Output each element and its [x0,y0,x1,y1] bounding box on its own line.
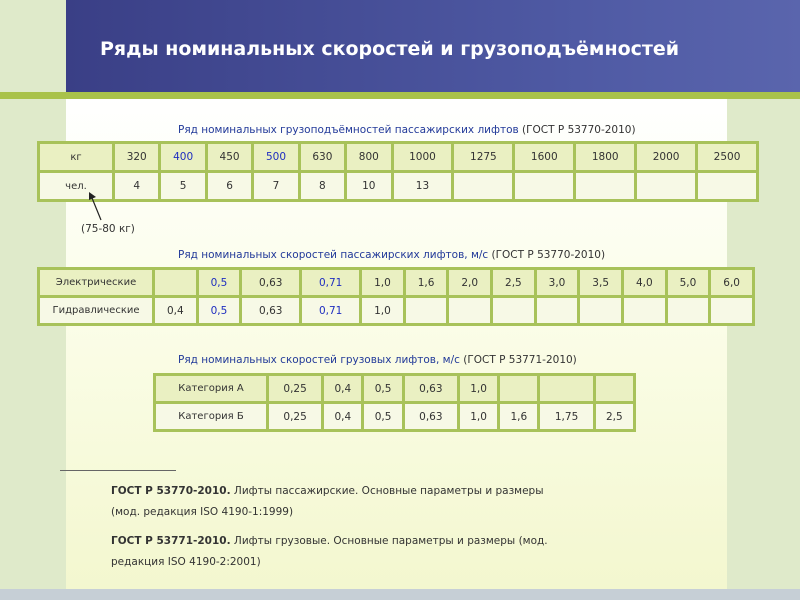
value-cell: 1600 [515,144,573,170]
value-cell: 1,75 [540,404,592,429]
value-cell: 0,5 [364,376,401,401]
value-cell: 1,0 [460,376,497,401]
load-capacity-table [37,141,759,202]
value-cell: 320 [115,144,158,170]
value-cell [454,173,512,199]
value-cell: 2500 [698,144,756,170]
section2-caption-text: Ряд номинальных скоростей пассажирских лифтов, м/с [178,249,489,261]
reference-1 [111,481,551,523]
value-cell: 5 [161,173,204,199]
value-cell: 13 [394,173,452,199]
value-cell: 8 [301,173,344,199]
freight-row-a [156,376,633,401]
speed-row-hydraulic [40,298,752,323]
reference-2 [111,531,551,573]
passenger-speed-table [37,267,755,326]
section1-gost: (ГОСТ Р 53770-2010) [522,124,636,136]
value-cell [624,298,665,323]
value-cell: 6,0 [711,270,752,295]
load-row-kg [40,144,756,170]
value-cell: 400 [161,144,204,170]
value-cell: 0,63 [405,376,457,401]
value-cell: 630 [301,144,344,170]
row-label-cell: кг [40,144,112,170]
speed-row-electric [40,270,752,295]
value-cell: 7 [254,173,297,199]
value-cell: 0,5 [199,270,240,295]
value-cell: 0,71 [302,298,359,323]
value-cell: 4 [115,173,158,199]
value-cell [537,298,578,323]
row-label-cell: Электрические [40,270,152,295]
slide-title: Ряды номинальных скоростей и грузоподъёмностей [100,38,680,60]
value-cell [515,173,573,199]
value-cell: 2,5 [596,404,633,429]
value-cell [155,270,196,295]
value-cell: 2,0 [449,270,490,295]
value-cell: 1,0 [460,404,497,429]
row-label-cell: Гидравлические [40,298,152,323]
section3-gost: (ГОСТ Р 53771-2010) [463,354,577,366]
value-cell: 0,25 [269,404,321,429]
value-cell: 3,5 [580,270,621,295]
person-weight-note: (75-80 кг) [81,223,135,235]
load-row-persons [40,173,756,199]
value-cell: 1,0 [362,298,403,323]
value-cell: 450 [208,144,251,170]
value-cell: 0,63 [242,298,299,323]
value-cell: 2000 [637,144,695,170]
value-cell [493,298,534,323]
reference-2-text: Лифты грузовые. Основные параметры и размеры (мод. редакция ISO 4190-2:2001) [111,535,548,568]
freight-row-b [156,404,633,429]
row-label-cell: чел. [40,173,112,199]
value-cell [406,298,447,323]
reference-2-code: ГОСТ Р 53771-2010. [111,535,231,547]
value-cell [711,298,752,323]
value-cell: 1275 [454,144,512,170]
value-cell [596,376,633,401]
value-cell: 10 [347,173,390,199]
value-cell: 6 [208,173,251,199]
row-label-cell: Категория А [156,376,266,401]
value-cell: 1,6 [500,404,537,429]
section2-caption [178,249,605,261]
arrow-up-icon [85,190,105,222]
value-cell: 2,5 [493,270,534,295]
value-cell: 1,0 [362,270,403,295]
value-cell: 500 [254,144,297,170]
footnote-divider [60,470,176,471]
value-cell: 0,5 [199,298,240,323]
bottom-bar [0,589,800,600]
value-cell: 0,25 [269,376,321,401]
value-cell: 1,6 [406,270,447,295]
reference-1-text: Лифты пассажирские. Основные параметры и размеры (мод. редакция ISO 4190-1:1999) [111,485,544,518]
value-cell [540,376,592,401]
value-cell: 3,0 [537,270,578,295]
value-cell: 0,5 [364,404,401,429]
value-cell: 4,0 [624,270,665,295]
value-cell [580,298,621,323]
value-cell: 0,4 [324,404,361,429]
section1-caption-text: Ряд номинальных грузоподъёмностей пассажирских лифтов [178,124,519,136]
accent-line [0,92,800,99]
row-label-cell: Категория Б [156,404,266,429]
value-cell: 0,63 [242,270,299,295]
section3-caption [178,354,577,366]
section2-gost: (ГОСТ Р 53770-2010) [491,249,606,261]
value-cell: 0,71 [302,270,359,295]
freight-speed-table [153,373,636,432]
value-cell [698,173,756,199]
value-cell [637,173,695,199]
value-cell [576,173,634,199]
value-cell: 1000 [394,144,452,170]
reference-1-code: ГОСТ Р 53770-2010. [111,485,231,497]
value-cell: 0,4 [324,376,361,401]
value-cell [500,376,537,401]
value-cell: 800 [347,144,390,170]
value-cell: 0,63 [405,404,457,429]
section1-caption [178,124,636,136]
value-cell [449,298,490,323]
value-cell: 1800 [576,144,634,170]
value-cell: 0,4 [155,298,196,323]
value-cell: 5,0 [668,270,709,295]
value-cell [668,298,709,323]
section3-caption-text: Ряд номинальных скоростей грузовых лифтов, м/с [178,354,460,366]
